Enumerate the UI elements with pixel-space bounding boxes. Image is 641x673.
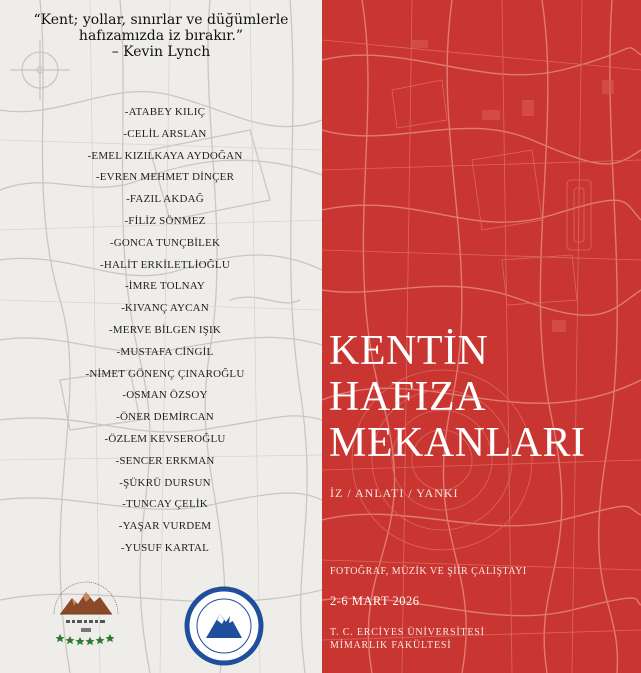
participant-name: -SENCER ERKMAN (115, 454, 215, 467)
participant-name: -ŞÜKRÜ DURSUN (119, 476, 211, 489)
title-line-2: HAFIZA (329, 374, 486, 420)
participant-name: -ÖZLEM KEVSEROĞLU (104, 432, 226, 445)
participant-name: -TUNCAY ÇELİK (122, 498, 208, 511)
university-logo (184, 586, 264, 666)
right-panel (322, 0, 641, 673)
participant-name: -OSMAN ÖZSOY (122, 389, 208, 402)
quote-author: – Kevin Lynch (111, 44, 211, 60)
association-logo (46, 580, 126, 652)
title-line-3: MEKANLARI (329, 420, 586, 466)
participant-name: -FİLİZ SÖNMEZ (124, 214, 206, 227)
participant-name: -İMRE TOLNAY (124, 280, 206, 293)
participants-list (40, 102, 290, 560)
participant-name: -HALİT ERKİLETLİOĞLU (100, 258, 230, 271)
quote-line-2: hafızamızda iz bırakır.” (78, 28, 244, 44)
participant-name: -EVREN MEHMET DİNÇER (95, 171, 235, 184)
participant-name: -MERVE BİLGEN IŞIK (108, 323, 222, 336)
participant-name: -FAZIL AKDAĞ (126, 193, 204, 206)
participant-name: -CELİL ARSLAN (123, 127, 207, 140)
university-block (330, 626, 485, 652)
event-subtitle: İZ / ANLATI / YANKI (330, 486, 459, 500)
participant-name: -ÖNER DEMİRCAN (116, 411, 214, 424)
event-dates: 2-6 MART 2026 (330, 594, 420, 608)
participant-name: -NİMET GÖNENÇ ÇINAROĞLU (85, 367, 245, 380)
quote-line-1: “Kent; yollar, sınırlar ve düğümlerle (33, 12, 289, 28)
title-line-1: KENTİN (329, 328, 489, 374)
quote-block (10, 12, 312, 60)
participant-name: -GONCA TUNÇBİLEK (109, 236, 221, 249)
participant-name: -YAŞAR VURDEM (118, 520, 212, 533)
workshop-label: FOTOĞRAF, MÜZİK VE ŞİİR ÇALIŞTAYI (330, 566, 527, 577)
participant-name: -EMEL KIZILKAYA AYDOĞAN (87, 149, 243, 162)
university-name: T. C. ERCİYES ÜNİVERSİTESİ (330, 627, 485, 638)
participant-name: -YUSUF KARTAL (120, 541, 210, 554)
event-title (329, 328, 629, 466)
faculty-name: MİMARLIK FAKÜLTESİ (330, 640, 452, 651)
participant-name: -KIVANÇ AYCAN (121, 302, 209, 315)
participant-name: -MUSTAFA CİNGİL (116, 345, 214, 358)
participant-name: -ATABEY KILIÇ (124, 106, 206, 118)
